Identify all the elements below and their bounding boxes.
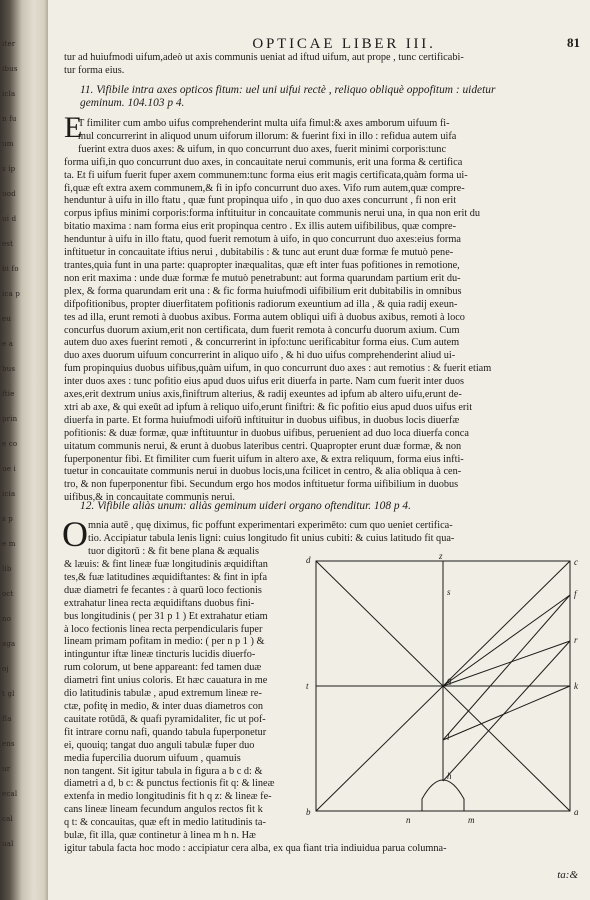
text-line: autem duo axes fuerint remoti , & concurrerint in ipfo:tunc uerificabitur forma eius. Cum autem	[64, 337, 460, 349]
label-d: d	[306, 555, 311, 565]
text-line: tro, & non fuperponentur fibi. Secundum ergo hos modos inftituetur forma uifibilium in duobus	[64, 479, 459, 491]
text-line: axes,erit dextrum unius axis,finiftrum alterius, & radij exeuntes ad ipfum ab altero uifu,erunt de-	[64, 389, 462, 401]
text-line: concurfus duorum axium,erit non certificata, dum fuerit remota à concurfu duorum axium. Cum	[64, 324, 460, 336]
binding-text-fragment: oct	[2, 590, 14, 598]
text-line: ei, quouiq; tangat duo anguli tabulæ fuper duo	[64, 739, 255, 751]
text-line: fit intrare cornu nafi, quando tabula fuperponetur	[64, 726, 267, 738]
label-f: f	[574, 589, 577, 599]
section-12-body-narrow	[64, 559, 447, 856]
label-b: b	[306, 807, 311, 817]
binding-text-fragment: ftie	[2, 390, 15, 398]
section-11-dropcap: E	[64, 111, 83, 144]
binding-text-fragment: ual	[2, 840, 14, 848]
binding-text-fragment: bi fo	[2, 265, 19, 273]
ray-r	[443, 641, 570, 686]
text-line: fi,quæ eft extra axem communem,& fi in ipfo concurrunt duo axes. Vifo rum autem,quæ compre-	[64, 182, 465, 194]
text-line: inter duos axes : tunc pofitio eius apud duos uifus erit diuerfa in parte. Nam cum fuerit inter duos	[64, 376, 465, 388]
text-line: tuor digitorū : & fit bene plana & æqualis	[88, 545, 260, 557]
text-line: tur ad huiufmodi uifum,adeò ut axis communis ueniat ad iftud uifum, aut prope , tunc certificabi-	[64, 52, 464, 63]
text-line: ta. Et fi uifum fuerit fuper axem communem:tunc forma eius erit magis certificata,quàm forma ui-	[64, 169, 468, 181]
text-line: tur forma eius.	[64, 64, 125, 76]
text-line: dio latitudinis tabulæ , apud extremum lineæ re-	[64, 688, 262, 700]
binding-text-fragment: ica p	[2, 290, 21, 298]
text-line: extenfa in medio longitudinis fit h q z: & lineæ fe-	[64, 791, 272, 803]
text-line: cans lineæ lineam fecundum angulos rectos fit k	[64, 804, 263, 816]
ray-k-lower	[443, 686, 570, 740]
binding-text-fragment: t gl	[2, 690, 15, 698]
text-line: fuerint extra duos axes: & uifum, in quo concurrunt duo axes, fuerit minimi corporis:tunc	[78, 143, 447, 155]
text-line: henduntur à uifu in illo ftatu , quæ funt propinqua uifo , in quo duo axes concurrunt , fi non erit	[64, 195, 457, 207]
text-line: T fimiliter cum ambo uifus comprehenderint multa uifa fimul:& axes amborum uifuum fi-	[78, 118, 450, 129]
binding-text-fragment: icia	[2, 490, 16, 498]
binding-text-fragment: s p	[2, 515, 13, 523]
label-m: m	[468, 815, 475, 825]
binding-text-fragment: ens	[2, 740, 15, 748]
section-12-heading: 12. Vifibile aliàs unum: aliàs geminum uideri organo oftenditur. 108 p 4.	[80, 500, 411, 512]
text-line: tuetur in concauitate communis nerui in duobus locis,una fcilicet in centro, & alia obliqua à cen-	[64, 466, 462, 478]
text-line: à loco fectionis linea recta perpendicularis fuper	[64, 623, 263, 635]
label-k: k	[574, 681, 578, 691]
binding-text-fragment: cal	[2, 815, 13, 823]
binding-text-fragment: ecal	[2, 790, 18, 798]
label-z: z	[439, 551, 443, 561]
text-line: igitur tabula facta hoc modo : accipiatur cera alba, ex qua fiant tria indiuidua parua columna-	[64, 842, 447, 854]
binding-text-fragment: n fu	[2, 115, 17, 123]
text-line: rum colorum, ut bene appareant: fed tamen duæ	[64, 662, 262, 674]
text-line: geminum. 104.103 p 4.	[80, 97, 185, 110]
label-t: t	[306, 681, 309, 691]
binding-text-fragment: e co	[2, 440, 18, 448]
binding-text-fragment: ur	[2, 765, 11, 773]
text-line: non tangent. Sit igitur tabula in figura a b c d: &	[64, 765, 263, 777]
text-line: lineam primam pofitam in medio: ( per n p 1 ) &	[64, 636, 265, 648]
binding-text-fragment: fla	[2, 715, 12, 723]
text-line: uifibus,& in concauitate communis nerui.	[64, 492, 236, 504]
text-line: bitatio maxima : nam forma eius erit propinqua centro . Ex illis autem uifibilibus, quæ compre-	[64, 221, 457, 233]
text-line: mnia autē , quę diximus, fic poffunt experimentari experimēto: cum quo ueniet certifica-	[88, 520, 453, 531]
diagram-svg	[306, 551, 579, 835]
binding-text-fragment: eu	[2, 315, 12, 323]
section-12-body-full	[64, 520, 569, 559]
label-l: l	[447, 732, 450, 742]
binding-text-fragment: ui d	[2, 215, 17, 223]
binding-text-fragment: ue i	[2, 465, 16, 473]
text-line: tes,& fuæ latitudines æquidiftantes: & fint in ipfa	[64, 571, 268, 583]
text-line: extrahatur linea recta æquidiftans duobus fini-	[64, 597, 255, 609]
text-line: tio. Accipiatur tabula lenis ligni: cuius longitudo fit unius cubiti: & cuius latitudo fit qua-	[88, 532, 455, 544]
label-r: r	[574, 635, 578, 645]
binding-text-fragment: est	[2, 240, 14, 248]
section-11-body	[64, 118, 569, 505]
label-c: c	[574, 557, 578, 567]
binding-text-fragment: iter	[2, 40, 16, 48]
label-a: a	[574, 807, 579, 817]
text-line: bus longitudinis ( per 31 p 1 ) Et extrahatur etiam	[64, 610, 268, 622]
text-line: henduntur à uifu in illo ftatu, quod fuerit remotum à uifo, in quo concurrunt duo axes:eius forma	[64, 234, 461, 246]
label-n: n	[406, 815, 411, 825]
running-head: OPTICAE LIBER III.	[252, 36, 436, 52]
ray-r-lower	[443, 641, 570, 781]
text-line: ctæ, pofitę in medio, & inter duas diametros con	[64, 700, 264, 712]
text-line: diametri a d, b c: & punctus fectionis fit q: & lineæ	[64, 778, 275, 790]
text-line: mul concurrerint in aliquod unum uiforum illorum: & fuerint fixi in illo : refidua autem uifa	[78, 130, 457, 142]
binding-text-fragment: aga	[2, 640, 16, 648]
book-binding-edge	[0, 0, 48, 900]
binding-text-fragment: e a	[2, 340, 14, 348]
section-12-dropcap: O	[62, 514, 88, 554]
text-line: forma uifi,in quo concurrunt duo axes, in concauitate nerui communis, erit una forma & certifica	[64, 156, 463, 168]
text-line: non erit maxima : unde duæ formæ fe mutuò penetrabunt: aut forma quarundam partium erit du-	[64, 272, 461, 284]
text-line: duæ diametri fe fecantes : à quarū loco fectionis	[64, 584, 262, 596]
text-line: pofitionis: & duæ formæ, quæ inftituuntur in duobus uifibus, peruenient ad duo loca diuerfa conca	[64, 427, 469, 439]
binding-text-fragment: lib	[2, 565, 12, 573]
label-s: s	[447, 587, 451, 597]
label-h: h	[447, 771, 452, 781]
text-line: duo axes duorum uifuum concurrerint in aliquo uifo , & hi duo uifus comprehenderint aliud ui-	[64, 350, 456, 362]
text-line: 11. Vifibile intra axes opticos fitum: uel uni uifui rectè , reliquo obliquè oppofitum : uidetur	[80, 84, 496, 96]
text-line: intinguntur iftæ lineæ tincturis lucidis diuerfo-	[64, 649, 256, 661]
text-line: uitatum communis nerui, & erunt à duobus lateribus centri. Quapropter erunt duæ formæ, & non	[64, 440, 462, 452]
text-line: plex, & forma quarundam erit una : & fic forma huiufmodi uifibilium erit dubitabilis in omnibus	[64, 285, 462, 297]
binding-text-fragment: bus	[2, 365, 16, 373]
catchword: ta:&	[557, 869, 578, 881]
section-11-heading	[80, 84, 570, 110]
text-line: diuerfa in parte. Et forma huiufmodi uifoṙū inftituitur in duobus uifibus, in duobus locis diuerfæ	[64, 414, 460, 426]
text-line: q t: & concauitas, quæ eft in medio latitudinis ta-	[64, 817, 266, 829]
book-page	[54, 0, 586, 900]
text-line: tes ad illa, erunt remoti à duobus axibus. Forma autem obliqui uifi à duobus axibus, remoti à loco	[64, 311, 465, 323]
text-line: inftituetur in concauitate iftius nerui , dubitabilis : & tunc aut erunt duæ formæ fe mutuò pene-	[64, 247, 454, 259]
binding-text-fragment: uod	[2, 190, 16, 198]
nose-cavity	[422, 780, 464, 811]
binding-text-fragment: prin	[2, 415, 18, 423]
binding-text-fragment: e m	[2, 540, 16, 548]
text-line: corpus ipfius minimi corporis:forma inftituitur in concauitate communis nerui una, in qua non erit du	[64, 208, 481, 220]
text-line: trantes,quia funt in una parte: quapropter inæqualitas, quæ eft inter fuas pofitiones in remotione,	[64, 259, 460, 271]
page-number: 81	[567, 35, 580, 50]
binding-text-fragment: s ip	[2, 165, 16, 173]
text-line: difpofitionibus, propter diuerfitatem pofitionis radiorum exeuntium ad illa , & quia radij exeun-	[64, 298, 458, 310]
text-line: xtri ab axe, & qui exeūt ad ipfum à reliquo uifo,erunt finiftri: & fic pofitio eius apud duos uifus erit	[64, 401, 473, 413]
label-q: q	[447, 675, 452, 685]
ray-f	[443, 595, 570, 686]
text-line: cauitate rotūdā, & quafi pyramidaliter, fic ut pof-	[64, 713, 266, 725]
binding-text-fragment: um	[2, 140, 14, 148]
text-line: fum propinquius duobus uifibus,quàm uifum, in quo concurrunt duo axes : aut remotius : & fuerit etiam	[64, 363, 492, 375]
intro-paragraph	[64, 52, 569, 78]
text-line: & læuis: & fint lineæ fuæ longitudinis æquidiftan	[64, 559, 268, 570]
text-line: media fupercilia duorum uifuum , quamuis	[64, 752, 241, 764]
text-line: diametri fint unius coloris. Et hæc cauatura in me	[64, 675, 268, 687]
text-line: bulæ, fit illa, quæ continetur à linea m h n. Hæ	[64, 830, 256, 842]
text-line: fuperponentur fibi. Et fimiliter cum fuerit uifum in altero axe, & extra reliquum, forma eius infti-	[64, 453, 464, 465]
binding-text-fragment: oj	[2, 665, 9, 673]
optical-table-diagram	[306, 551, 579, 835]
binding-text-fragment: icla	[2, 90, 16, 98]
binding-text-fragment: no	[2, 615, 12, 623]
binding-text-fragment: ibus	[2, 65, 18, 73]
